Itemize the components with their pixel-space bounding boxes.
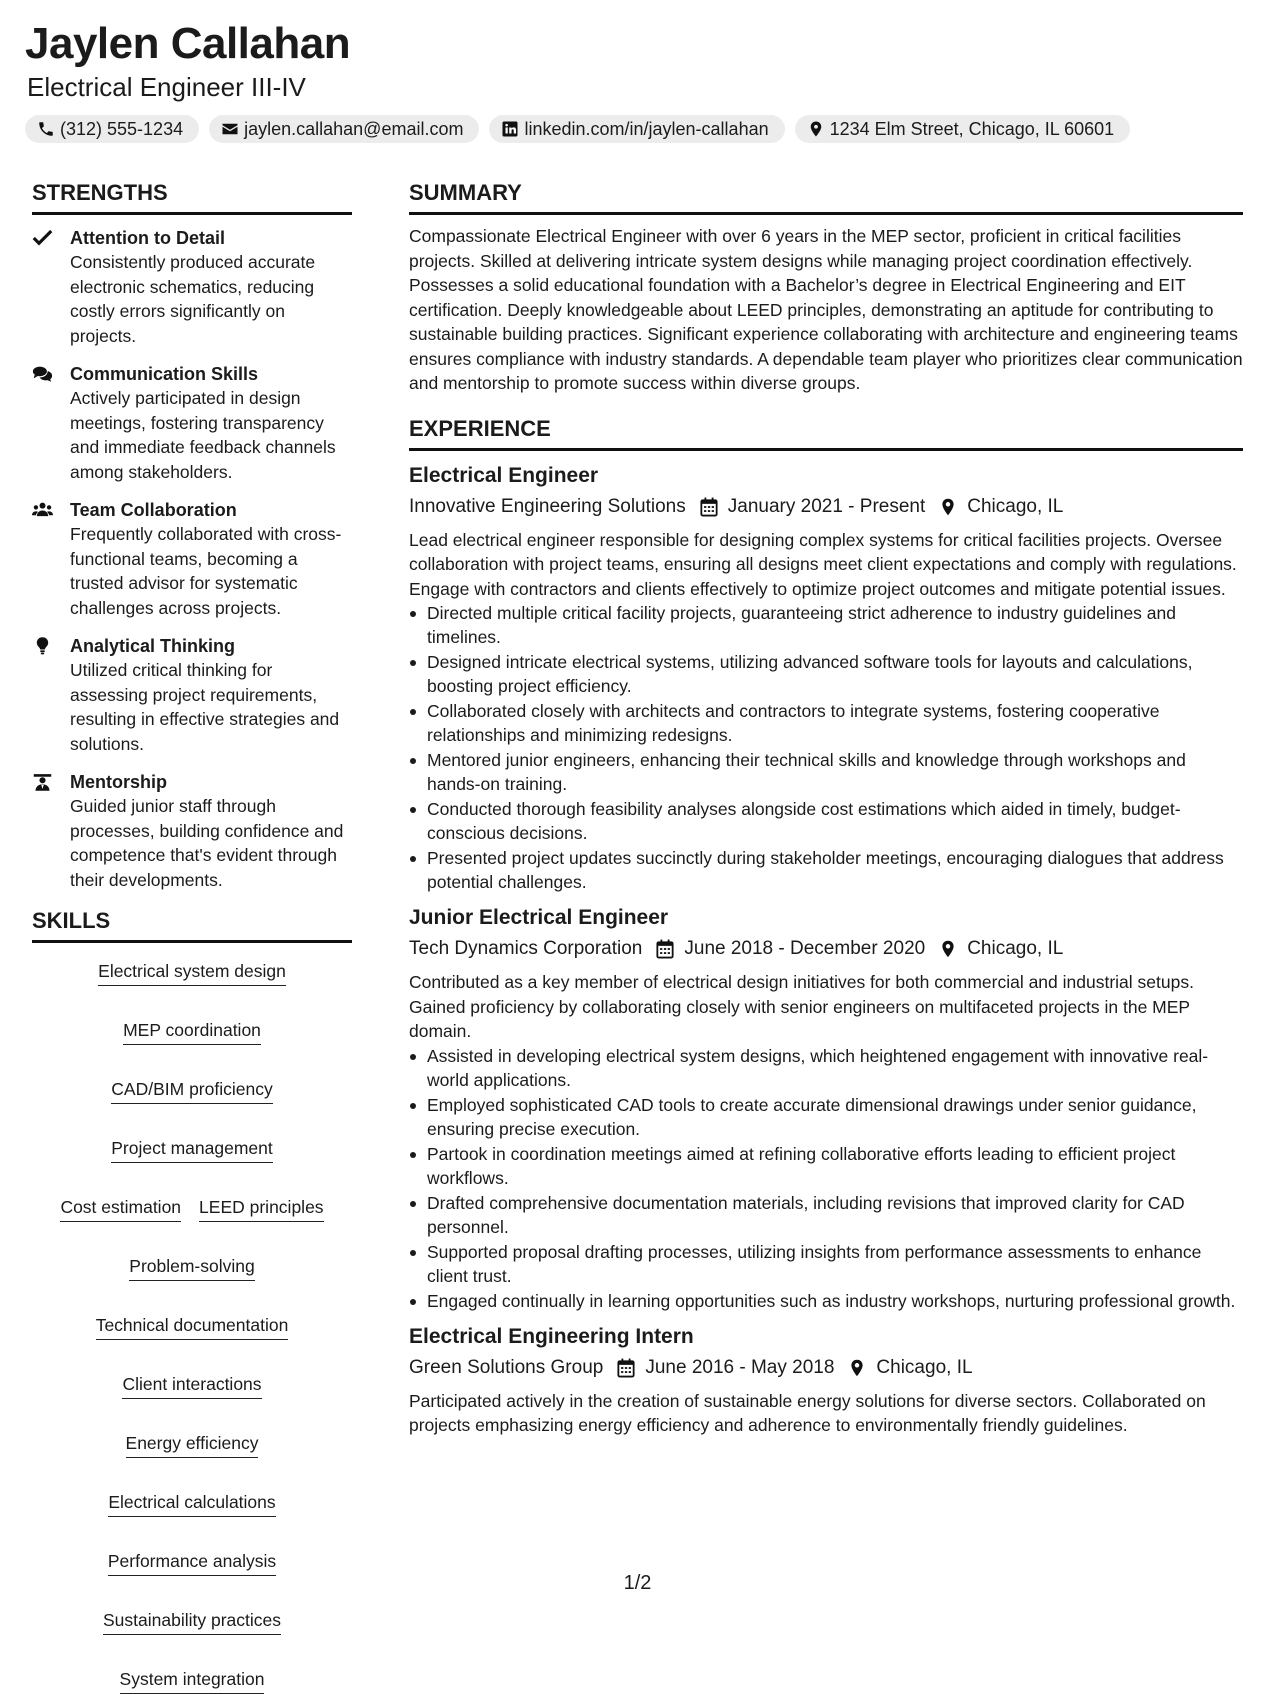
- contact-address[interactable]: [795, 115, 1131, 143]
- skill-tag: Performance analysis: [108, 1549, 276, 1576]
- experience-heading: EXPERIENCE: [409, 414, 1243, 451]
- calendar-icon: [656, 939, 674, 959]
- list-item: Partook in coordination meetings aimed at refining collaborative efforts leading to efficient project workflows.: [409, 1142, 1243, 1190]
- list-item: Directed multiple critical facility projects, guaranteeing strict adherence to industry guidelines and timelines.: [409, 601, 1243, 649]
- contact-email[interactable]: [209, 115, 479, 143]
- job-location: Chicago, IL: [876, 1356, 973, 1378]
- skill-tag: Electrical system design: [98, 959, 286, 986]
- job-meta: [409, 936, 1243, 962]
- job-dates: January 2021 - Present: [727, 495, 926, 517]
- teacher-icon: [32, 773, 53, 791]
- strength-title: Team Collaboration: [70, 500, 237, 520]
- strength-desc: Frequently collaborated with cross-functional teams, becoming a trusted advisor for systematic challenges across projects.: [70, 524, 342, 618]
- list-item: Supported proposal drafting processes, utilizing insights from performance assessments to enhance client trust.: [409, 1240, 1243, 1288]
- strength-desc: Utilized critical thinking for assessing project requirements, resulting in effective strategies and solutions.: [70, 660, 340, 754]
- skill-tag: Energy efficiency: [126, 1431, 259, 1458]
- strength-item: [32, 770, 352, 892]
- users-icon: [32, 501, 53, 519]
- skill-tag: Project management: [111, 1136, 272, 1163]
- address-text: 1234 Elm Street, Chicago, IL 60601: [829, 119, 1115, 139]
- linkedin-text: linkedin.com/in/jaylen-callahan: [524, 119, 769, 139]
- page-number: 1/2: [623, 1572, 652, 1594]
- lightbulb-icon: [32, 637, 53, 655]
- skill-tag: Electrical calculations: [108, 1490, 275, 1517]
- strength-desc: Consistently produced accurate electronic schematics, reducing costly errors significantly on projects.: [70, 252, 316, 346]
- strength-item: [32, 226, 352, 348]
- list-item: Engaged continually in learning opportunities such as industry workshops, nurturing professional growth.: [409, 1289, 1243, 1313]
- candidate-title: Electrical Engineer III-IV: [27, 72, 306, 102]
- envelope-icon: [221, 120, 239, 138]
- skill-tag: Problem-solving: [129, 1254, 254, 1281]
- list-item: Designed intricate electrical systems, utilizing advanced software tools for layouts and calculations, boosting project efficiency.: [409, 650, 1243, 698]
- list-item: Drafted comprehensive documentation materials, including revisions that improved clarity for CAD personnel.: [409, 1191, 1243, 1239]
- skill-tag: CAD/BIM proficiency: [111, 1077, 272, 1104]
- list-item: Mentored junior engineers, enhancing their technical skills and knowledge through workshops and hands-on training.: [409, 748, 1243, 796]
- map-marker-icon: [939, 939, 957, 959]
- job-company: Tech Dynamics Corporation: [409, 938, 643, 959]
- list-item: Collaborated closely with architects and contractors to integrate systems, fostering cooperative relationships and minimizing redesigns.: [409, 699, 1243, 747]
- list-item: Conducted thorough feasibility analyses alongside cost estimations which aided in timely, budget-conscious decisions.: [409, 797, 1243, 845]
- contact-linkedin[interactable]: [489, 115, 784, 143]
- strengths-heading: STRENGTHS: [32, 178, 352, 215]
- job-title: Junior Electrical Engineer: [409, 906, 669, 929]
- linkedin-icon: [501, 120, 519, 138]
- job-dates: June 2018 - December 2020: [684, 938, 926, 959]
- strength-title: Attention to Detail: [70, 228, 225, 248]
- map-marker-icon: [807, 120, 825, 138]
- map-marker-icon: [848, 1358, 866, 1378]
- skills-heading: SKILLS: [32, 906, 352, 943]
- candidate-name: Jaylen Callahan: [25, 19, 351, 68]
- check-icon: [32, 229, 53, 247]
- phone-icon: [37, 120, 55, 138]
- skill-tag: Technical documentation: [96, 1313, 289, 1340]
- job-title: Electrical Engineer: [409, 463, 599, 487]
- calendar-icon: [617, 1358, 635, 1378]
- job-entry: [409, 462, 1243, 895]
- skill-tag: LEED principles: [199, 1195, 324, 1222]
- contact-bar: [25, 115, 1130, 143]
- summary-heading: SUMMARY: [409, 178, 1243, 215]
- job-description: Lead electrical engineer responsible for designing complex systems for critical facilities projects. Oversee collaboration with project teams, ensuring all designs meet client expectations and comply with regulations. Engage with contractors and clients effectively to optimize project outcomes and mitigate potential issues.: [409, 529, 1237, 599]
- email-text: jaylen.callahan@email.com: [244, 119, 464, 139]
- list-item: Assisted in developing electrical system designs, which heightened engagement with innovative real-world applications.: [409, 1044, 1243, 1092]
- job-location: Chicago, IL: [967, 495, 1064, 517]
- right-column: [409, 178, 1243, 1448]
- list-item: Employed sophisticated CAD tools to create accurate dimensional drawings under senior guidance, ensuring precise execution.: [409, 1093, 1243, 1141]
- strength-title: Analytical Thinking: [70, 636, 236, 656]
- calendar-icon: [700, 497, 718, 517]
- strength-desc: Guided junior staff through processes, building confidence and competence that's evident through their developments.: [70, 796, 344, 890]
- skill-tag: Cost estimation: [60, 1195, 181, 1222]
- skill-tag: System integration: [120, 1667, 265, 1694]
- job-company: Innovative Engineering Solutions: [409, 495, 686, 517]
- strength-item: [32, 362, 352, 484]
- job-dates: June 2016 - May 2018: [645, 1356, 835, 1378]
- skill-tag: Client interactions: [122, 1372, 261, 1399]
- job-description: Contributed as a key member of electrical design initiatives for both commercial and industrial setups. Gained proficiency by collaborating closely with senior engineers on multifaceted projects in the MEP domain.: [409, 972, 1194, 1041]
- job-company: Green Solutions Group: [409, 1356, 604, 1378]
- left-column: [32, 178, 352, 1694]
- job-location: Chicago, IL: [967, 938, 1064, 959]
- job-title: Electrical Engineering Intern: [409, 1324, 694, 1348]
- job-bullets: [409, 1044, 1243, 1313]
- job-entry: [409, 904, 1243, 1313]
- strength-desc: Actively participated in design meetings, fostering transparency and immediate feedback channels among stakeholders.: [70, 388, 336, 482]
- skill-tag: Sustainability practices: [103, 1608, 281, 1635]
- list-item: Presented project updates succinctly during stakeholder meetings, encouraging dialogues that address potential challenges.: [409, 846, 1243, 894]
- job-meta: [409, 1355, 1243, 1381]
- phone-text: (312) 555-1234: [60, 119, 184, 139]
- job-entry: [409, 1323, 1243, 1438]
- job-bullets: [409, 601, 1243, 894]
- strength-title: Communication Skills: [70, 364, 259, 384]
- strength-item: [32, 634, 352, 756]
- strength-item: [32, 498, 352, 620]
- strength-title: Mentorship: [70, 772, 167, 792]
- summary-text: Compassionate Electrical Engineer with over 6 years in the MEP sector, proficient in critical facilities projects. Skilled at delivering intricate system designs while managing project coordination effectively. Possesses a solid educational foundation with a Bachelor’s degree in Electrical Engineering and EIT certification. Deeply knowledgeable about LEED principles, demonstrating an aptitude for contributing to sustainable building practices. Significant experience collaborating with architecture and engineering teams ensures compliance with industry standards. A dependable team player who prioritizes clear communication and mentorship to promote success within diverse groups.: [409, 226, 1243, 393]
- job-description: Participated actively in the creation of sustainable energy solutions for diverse sectors. Collaborated on projects emphasizing energy efficiency and adherence to environmentally friendly guidelines.: [409, 1390, 1206, 1435]
- map-marker-icon: [939, 497, 957, 517]
- job-meta: [409, 494, 1243, 520]
- comments-icon: [32, 365, 53, 383]
- skill-tag: MEP coordination: [123, 1018, 261, 1045]
- contact-phone[interactable]: [25, 115, 199, 143]
